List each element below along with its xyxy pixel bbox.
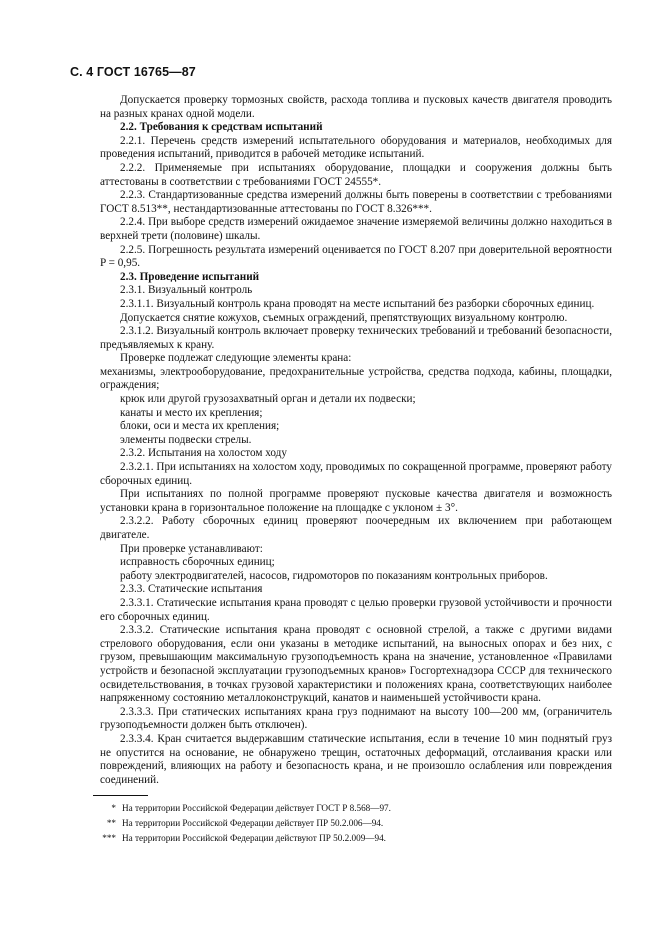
paragraph: блоки, оси и места их крепления;	[120, 420, 280, 433]
paragraph: 2.3.3.4. Кран считается выдержавшим статические испытания, если в течение 10 мин поднятый груз не опустится на основание, не обнаружено трещин, остаточных деформаций, отслаивания краски или повреждений, влияющих на работу и безопасность крана, и не произошло ослабления или повреждения соединений.	[100, 732, 612, 786]
paragraph: 2.3.2. Испытания на холостом ходу	[120, 447, 287, 460]
paragraph: 2.3.1.2. Визуальный контроль включает проверку технических требований и требований безопасности, предъявляемых к крану.	[100, 325, 612, 351]
paragraph: 2.3. Проведение испытаний	[120, 270, 260, 283]
paragraph: крюк или другой грузозахватный орган и детали их подвески;	[120, 393, 416, 406]
footnote-text: На территории Российской Федерации действует ГОСТ Р 8.568—97.	[122, 803, 391, 813]
paragraph: 2.3.3. Статические испытания	[120, 583, 263, 596]
footnote-mark: ***	[102, 833, 116, 843]
footnote-mark: *	[111, 803, 116, 813]
paragraph: канаты и место их крепления;	[120, 406, 263, 419]
paragraph: Допускается снятие кожухов, съемных ограждений, препятствующих визуальному контролю.	[120, 311, 568, 324]
paragraph: 2.3.3.1. Статические испытания крана проводят с целью проверки грузовой устойчивости и прочности его сборочных единиц.	[100, 596, 612, 623]
paragraph: 2.3.3.3. При статических испытаниях крана груз поднимают на высоту 100—200 мм, (ограничитель грузоподъемности должен быть отключен).	[100, 705, 612, 732]
paragraph: 2.3.1. Визуальный контроль	[120, 284, 253, 297]
footnote	[60, 818, 620, 829]
paragraph: 2.2.4. При выборе средств измерений ожидаемое значение измеряемой величины должно находиться в верхней трети (половине) шкалы.	[100, 216, 612, 242]
paragraph: 2.3.1.1. Визуальный контроль крана проводят на месте испытаний без разборки сборочных единиц.	[120, 297, 595, 310]
paragraph: Проверке подлежат следующие элементы крана:	[120, 352, 352, 365]
paragraph: 2.2.5. Погрешность результата измерений оценивается по ГОСТ 8.207 при доверительной вероятности P = 0,95.	[100, 243, 612, 270]
paragraph: Допускается проверку тормозных свойств, расхода топлива и пусковых качеств двигателя проводить на разных кранах одной модели.	[100, 94, 612, 120]
paragraph: 2.2.3. Стандартизованные средства измерений должны быть поверены в соответствии с требованиями ГОСТ 8.513**, нестандартизованные аттестованы по ГОСТ 8.326***.	[100, 189, 612, 215]
paragraph: элементы подвески стрелы.	[120, 433, 252, 446]
paragraph: 2.3.2.1. При испытаниях на холостом ходу, проводимых по сокращенной программе, проверяют работу сборочных единиц.	[100, 461, 613, 487]
paragraph: При испытаниях по полной программе проверяют пусковые качества двигателя и возможность установки крана в горизонтальное положение на площадке с уклоном ± 3°.	[100, 488, 612, 514]
paragraph: 2.2.1. Перечень средств измерений испытательного оборудования и материалов, необходимых для проведения испытаний, приводится в рабочей методике испытаний.	[100, 134, 612, 161]
paragraph: исправность сборочных единиц;	[120, 556, 275, 569]
paragraph: механизмы, электрооборудование, предохранительные устройства, средства подхода, кабины, площадки, ограждения;	[100, 365, 612, 392]
paragraph: работу электродвигателей, насосов, гидромоторов по показаниям контрольных приборов.	[120, 569, 548, 582]
page-header: С. 4 ГОСТ 16765—87	[70, 65, 196, 79]
paragraph: 2.3.2.2. Работу сборочных единиц проверяют поочередным их включением при работающем двигателе.	[100, 515, 612, 541]
paragraph: 2.3.3.2. Статические испытания крана проводят с основной стрелой, а также с другими видами стрелового оборудования, если они указаны в методике испытаний, на выносных опорах и без них, с грузом, превышающим максимальную грузоподъемность крана на значение, установленное «Правилами устройств и безопасной эксплуатации грузоподъемных кранов» Госгортехнадзора СССР для технического освидетельствования, в точках грузовой характеристики и положениях крана, соответствующих наиболее напряженному состоянию металлоконструкций, канатов и наименьшей устойчивости крана.	[100, 624, 612, 705]
paragraph: 2.2.2. Применяемые при испытаниях оборудование, площадки и сооружения должны быть аттестованы в соответствии с требованиями ГОСТ 24555*.	[100, 161, 612, 188]
paragraph: 2.2. Требования к средствам испытаний	[120, 121, 323, 134]
footnote	[60, 833, 620, 844]
footnote-text: На территории Российской Федерации действует ПР 50.2.006—94.	[122, 818, 384, 828]
footnote	[60, 803, 620, 814]
footnote-divider	[93, 795, 148, 796]
footnote-mark: **	[106, 818, 116, 828]
paragraph: При проверке устанавливают:	[120, 542, 263, 555]
document-body	[100, 94, 612, 787]
footnote-text: На территории Российской Федерации действуют ПР 50.2.009—94.	[122, 833, 386, 843]
